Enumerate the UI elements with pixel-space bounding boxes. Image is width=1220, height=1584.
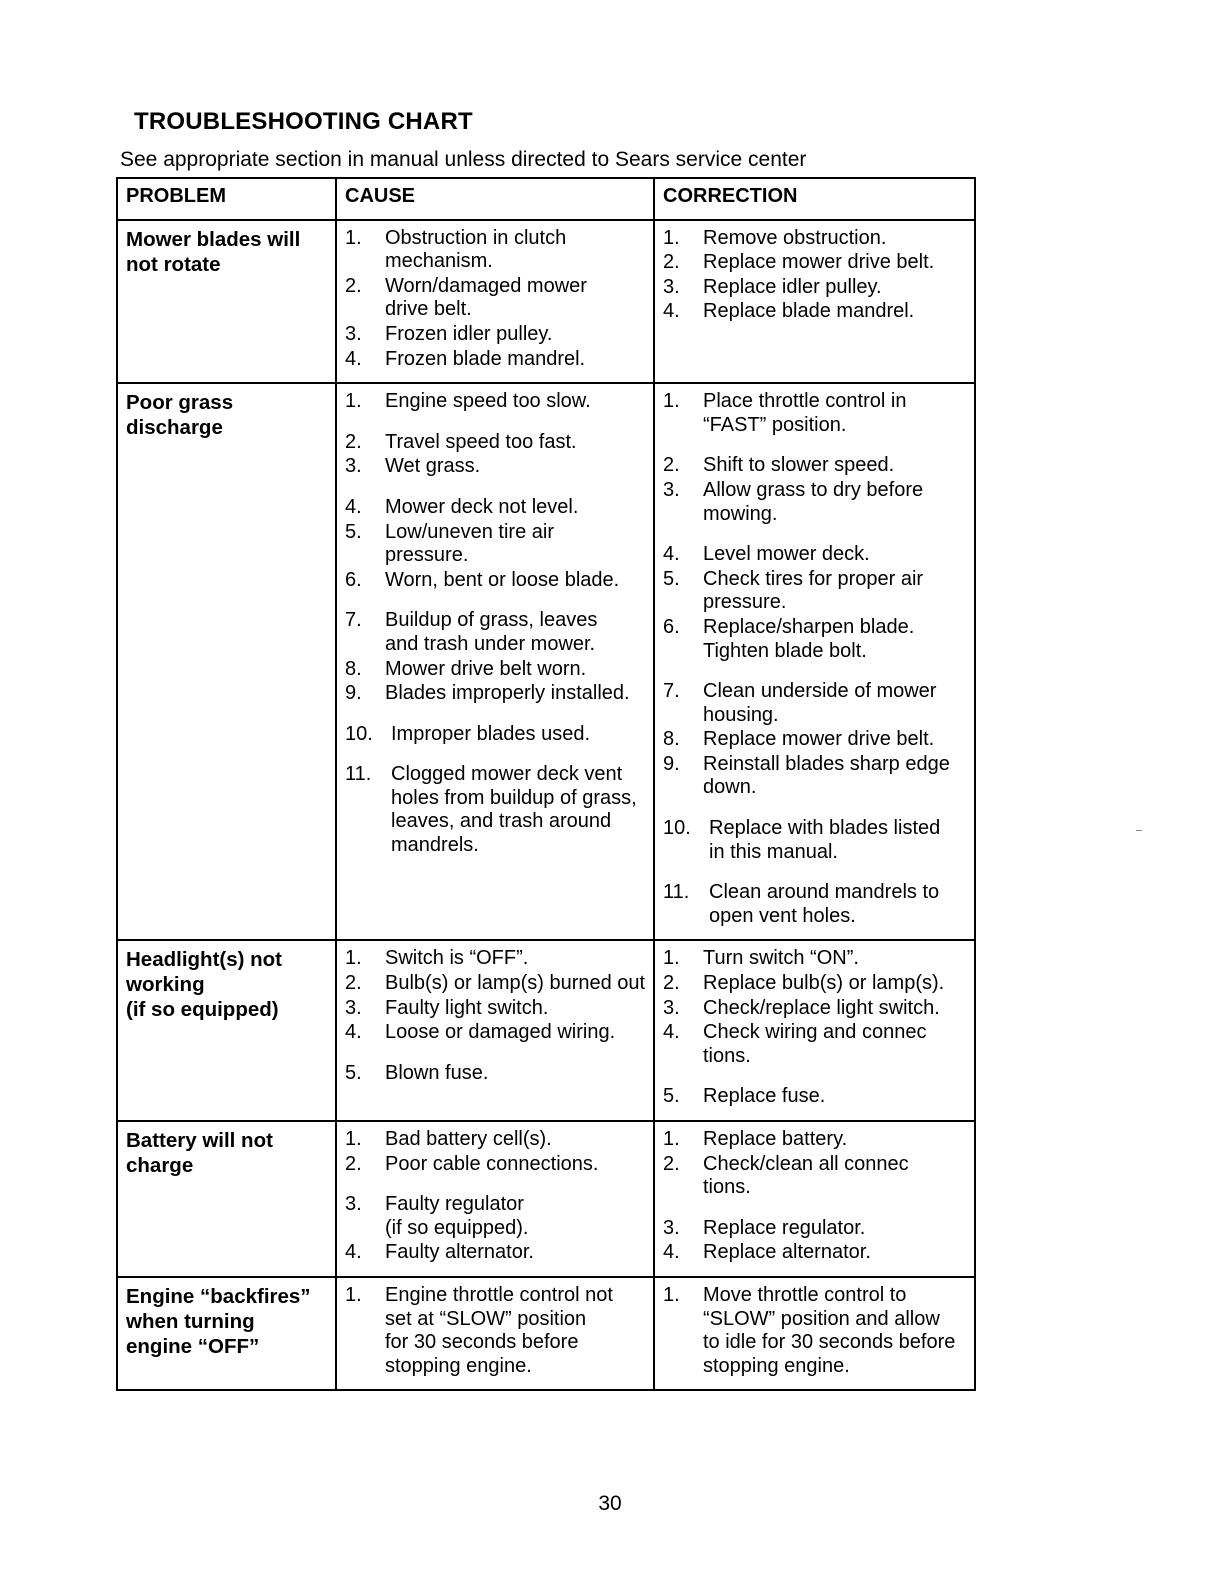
list-item (345, 496, 647, 520)
problem-label: Poor grass discharge (126, 391, 234, 440)
item-text: Switch is “OFF”. (385, 947, 529, 970)
item-text: Mower drive belt worn. (385, 657, 587, 680)
item-number: 2. (345, 1152, 362, 1175)
item-number: 4. (663, 1021, 680, 1044)
corrections-list (663, 390, 968, 928)
problem-cell (117, 383, 336, 940)
item-text: Engine speed too slow. (385, 390, 591, 413)
item-text: Poor cable connections. (385, 1152, 599, 1175)
list-item (345, 609, 647, 656)
item-number: 2. (663, 972, 680, 995)
problem-cell (117, 1121, 336, 1277)
item-number: 11. (663, 881, 690, 904)
causes-list (345, 390, 647, 858)
item-text: Shift to slower speed. (703, 454, 895, 477)
item-text: Low/uneven tire air pressure. (385, 520, 554, 567)
item-number: 3. (345, 322, 362, 345)
item-text: Clogged mower deck vent holes from buildup of grass, leaves, and trash around mandrels. (391, 763, 637, 857)
list-item (345, 521, 647, 568)
list-item (345, 1193, 647, 1240)
item-text: Replace idler pulley. (703, 275, 882, 298)
causes-list (345, 947, 647, 1085)
list-item (663, 817, 968, 864)
item-text: Replace with blades listed in this manual. (709, 817, 941, 863)
causes-list (345, 1284, 647, 1378)
margin-tick (1136, 830, 1142, 831)
causes-cell (336, 383, 654, 940)
item-text: Level mower deck. (703, 543, 870, 566)
list-item (663, 753, 968, 800)
item-number: 7. (345, 609, 362, 632)
item-number: 10. (345, 722, 373, 745)
item-number: 9. (663, 752, 680, 775)
column-header-correction: CORRECTION (654, 178, 975, 220)
item-number: 3. (345, 455, 362, 478)
item-text: Replace/sharpen blade. Tighten blade bolt. (703, 615, 915, 662)
list-item (345, 1153, 647, 1177)
corrections-cell (654, 940, 975, 1121)
list-item (345, 1021, 647, 1045)
item-text: Replace bulb(s) or lamp(s). (703, 972, 945, 995)
corrections-cell (654, 1121, 975, 1277)
list-item (345, 763, 647, 857)
item-text: Check wiring and connec tions. (703, 1021, 927, 1067)
list-item (345, 275, 647, 322)
problem-cell (117, 940, 336, 1121)
list-item (345, 390, 647, 414)
list-item (663, 1021, 968, 1068)
item-text: Clean underside of mower housing. (703, 680, 937, 726)
corrections-list (663, 1128, 968, 1265)
list-item (663, 1217, 968, 1241)
item-number: 5. (663, 567, 680, 590)
item-number: 6. (663, 615, 680, 638)
item-text: Frozen blade mandrel. (385, 347, 586, 370)
list-item (345, 997, 647, 1021)
item-number: 1. (663, 947, 680, 970)
item-number: 1. (663, 390, 680, 413)
problem-label: Headlight(s) not working (if so equipped) (126, 948, 283, 1022)
list-item (663, 227, 968, 251)
item-number: 2. (345, 274, 362, 297)
item-text: Replace alternator. (703, 1241, 871, 1264)
item-text: Replace mower drive belt. (703, 251, 935, 274)
item-number: 8. (663, 728, 680, 751)
item-text: Engine throttle control not set at “SLOW” position for 30 seconds before stopping engine. (385, 1283, 613, 1377)
item-text: Replace blade mandrel. (703, 300, 915, 323)
problem-label: Battery will not charge (126, 1129, 273, 1177)
corrections-cell (654, 383, 975, 940)
item-text: Faulty regulator (if so equipped). (385, 1193, 529, 1239)
causes-cell (336, 940, 654, 1121)
list-item (663, 1284, 968, 1378)
item-number: 3. (345, 1193, 362, 1216)
list-item (345, 348, 647, 372)
column-header-problem: PROBLEM (117, 178, 336, 220)
item-text: Faulty alternator. (385, 1241, 534, 1264)
item-text: Wet grass. (385, 455, 481, 478)
item-number: 1. (663, 226, 680, 249)
causes-cell (336, 220, 654, 384)
causes-cell (336, 1277, 654, 1390)
item-text: Allow grass to dry before mowing. (703, 478, 924, 525)
page-number: 30 (598, 1492, 622, 1515)
list-item (345, 1284, 647, 1378)
item-text: Faulty light switch. (385, 996, 549, 1019)
item-text: Bulb(s) or lamp(s) burned out (385, 972, 646, 995)
item-text: Move throttle control to “SLOW” position and allow to idle for 30 seconds before stopping engine. (703, 1283, 956, 1377)
item-text: Replace regulator. (703, 1216, 866, 1239)
item-text: Check tires for proper air pressure. (703, 567, 924, 614)
list-item (345, 1241, 647, 1265)
item-number: 3. (663, 478, 680, 501)
table-row (117, 1277, 975, 1390)
list-item (345, 658, 647, 682)
item-number: 1. (663, 1283, 680, 1306)
list-item (345, 1062, 647, 1086)
item-text: Obstruction in clutch mechanism. (385, 226, 567, 273)
item-number: 11. (345, 763, 372, 786)
item-number: 4. (663, 543, 680, 566)
list-item (345, 682, 647, 706)
list-item (345, 431, 647, 455)
item-text: Turn switch “ON”. (703, 947, 859, 970)
item-number: 2. (663, 251, 680, 274)
list-item (663, 1241, 968, 1265)
item-number: 3. (663, 1216, 680, 1239)
list-item (345, 323, 647, 347)
item-number: 8. (345, 657, 362, 680)
list-item (663, 680, 968, 727)
problem-cell (117, 220, 336, 384)
item-number: 4. (345, 347, 362, 370)
item-number: 5. (663, 1085, 680, 1108)
list-item (345, 972, 647, 996)
item-text: Blades improperly installed. (385, 682, 630, 705)
problem-label: Mower blades will not rotate (126, 227, 301, 276)
item-text: Bad battery cell(s). (385, 1128, 552, 1150)
list-item (345, 227, 647, 274)
list-item (345, 947, 647, 971)
list-item (663, 728, 968, 752)
list-item (663, 300, 968, 324)
corrections-list (663, 1284, 968, 1378)
item-text: Check/clean all connec tions. (703, 1152, 909, 1199)
list-item (663, 479, 968, 526)
list-item (663, 616, 968, 663)
list-item (663, 454, 968, 478)
item-text: Clean around mandrels to open vent holes. (709, 881, 940, 927)
item-number: 2. (345, 430, 362, 453)
list-item (663, 881, 968, 928)
item-text: Worn/damaged mower drive belt. (385, 274, 587, 321)
item-text: Travel speed too fast. (385, 430, 577, 453)
list-item (663, 972, 968, 996)
item-text: Remove obstruction. (703, 226, 887, 249)
table-header-row (117, 178, 975, 220)
item-number: 1. (345, 390, 362, 413)
item-text: Mower deck not level. (385, 495, 579, 518)
list-item (663, 568, 968, 615)
item-number: 4. (345, 495, 362, 518)
list-item (345, 455, 647, 479)
list-item (663, 1153, 968, 1200)
item-text: Frozen idler pulley. (385, 322, 553, 345)
item-number: 5. (345, 1061, 362, 1084)
troubleshooting-table (116, 177, 976, 1391)
list-item (345, 1128, 647, 1152)
list-item (663, 997, 968, 1021)
item-text: Replace battery. (703, 1128, 848, 1150)
item-text: Reinstall blades sharp edge down. (703, 752, 950, 799)
item-number: 9. (345, 682, 362, 705)
item-text: Place throttle control in “FAST” position. (703, 390, 907, 436)
corrections-cell (654, 1277, 975, 1390)
list-item (663, 390, 968, 437)
item-number: 5. (345, 520, 362, 543)
item-number: 10. (663, 817, 691, 840)
table-row (117, 220, 975, 384)
page-subtitle: See appropriate section in manual unless directed to Sears service center (120, 148, 807, 171)
list-item (345, 723, 647, 747)
list-item (663, 543, 968, 567)
item-number: 2. (663, 1152, 680, 1175)
item-number: 1. (345, 947, 362, 970)
item-number: 4. (663, 300, 680, 323)
corrections-cell (654, 220, 975, 384)
item-number: 2. (663, 454, 680, 477)
item-text: Replace fuse. (703, 1085, 826, 1108)
item-number: 3. (663, 996, 680, 1019)
item-number: 6. (345, 568, 362, 591)
item-text: Loose or damaged wiring. (385, 1021, 616, 1044)
list-item (663, 1085, 968, 1109)
item-text: Replace mower drive belt. (703, 728, 935, 751)
item-number: 4. (345, 1241, 362, 1264)
list-item (663, 251, 968, 275)
item-number: 1. (345, 1128, 362, 1150)
item-number: 3. (345, 996, 362, 1019)
problem-cell (117, 1277, 336, 1390)
table-row (117, 1121, 975, 1277)
list-item (663, 947, 968, 971)
causes-list (345, 1128, 647, 1265)
item-number: 1. (345, 1283, 362, 1306)
item-number: 4. (345, 1021, 362, 1044)
item-number: 1. (663, 1128, 680, 1150)
list-item (345, 569, 647, 593)
column-header-cause: CAUSE (336, 178, 654, 220)
corrections-list (663, 947, 968, 1109)
corrections-list (663, 227, 968, 324)
item-text: Improper blades used. (391, 722, 591, 745)
item-text: Worn, bent or loose blade. (385, 568, 620, 591)
item-text: Check/replace light switch. (703, 996, 940, 1019)
problem-label: Engine “backfires” when turning engine “OFF” (126, 1284, 311, 1358)
item-number: 1. (345, 226, 362, 249)
item-number: 3. (663, 275, 680, 298)
page-title: TROUBLESHOOTING CHART (134, 108, 473, 135)
causes-list (345, 227, 647, 372)
list-item (663, 276, 968, 300)
table-row (117, 383, 975, 940)
causes-cell (336, 1121, 654, 1277)
list-item (663, 1128, 968, 1152)
item-text: Buildup of grass, leaves and trash under mower. (385, 609, 598, 655)
table-row (117, 940, 975, 1121)
item-number: 4. (663, 1241, 680, 1264)
item-text: Blown fuse. (385, 1061, 489, 1084)
item-number: 7. (663, 680, 680, 703)
item-number: 2. (345, 972, 362, 995)
